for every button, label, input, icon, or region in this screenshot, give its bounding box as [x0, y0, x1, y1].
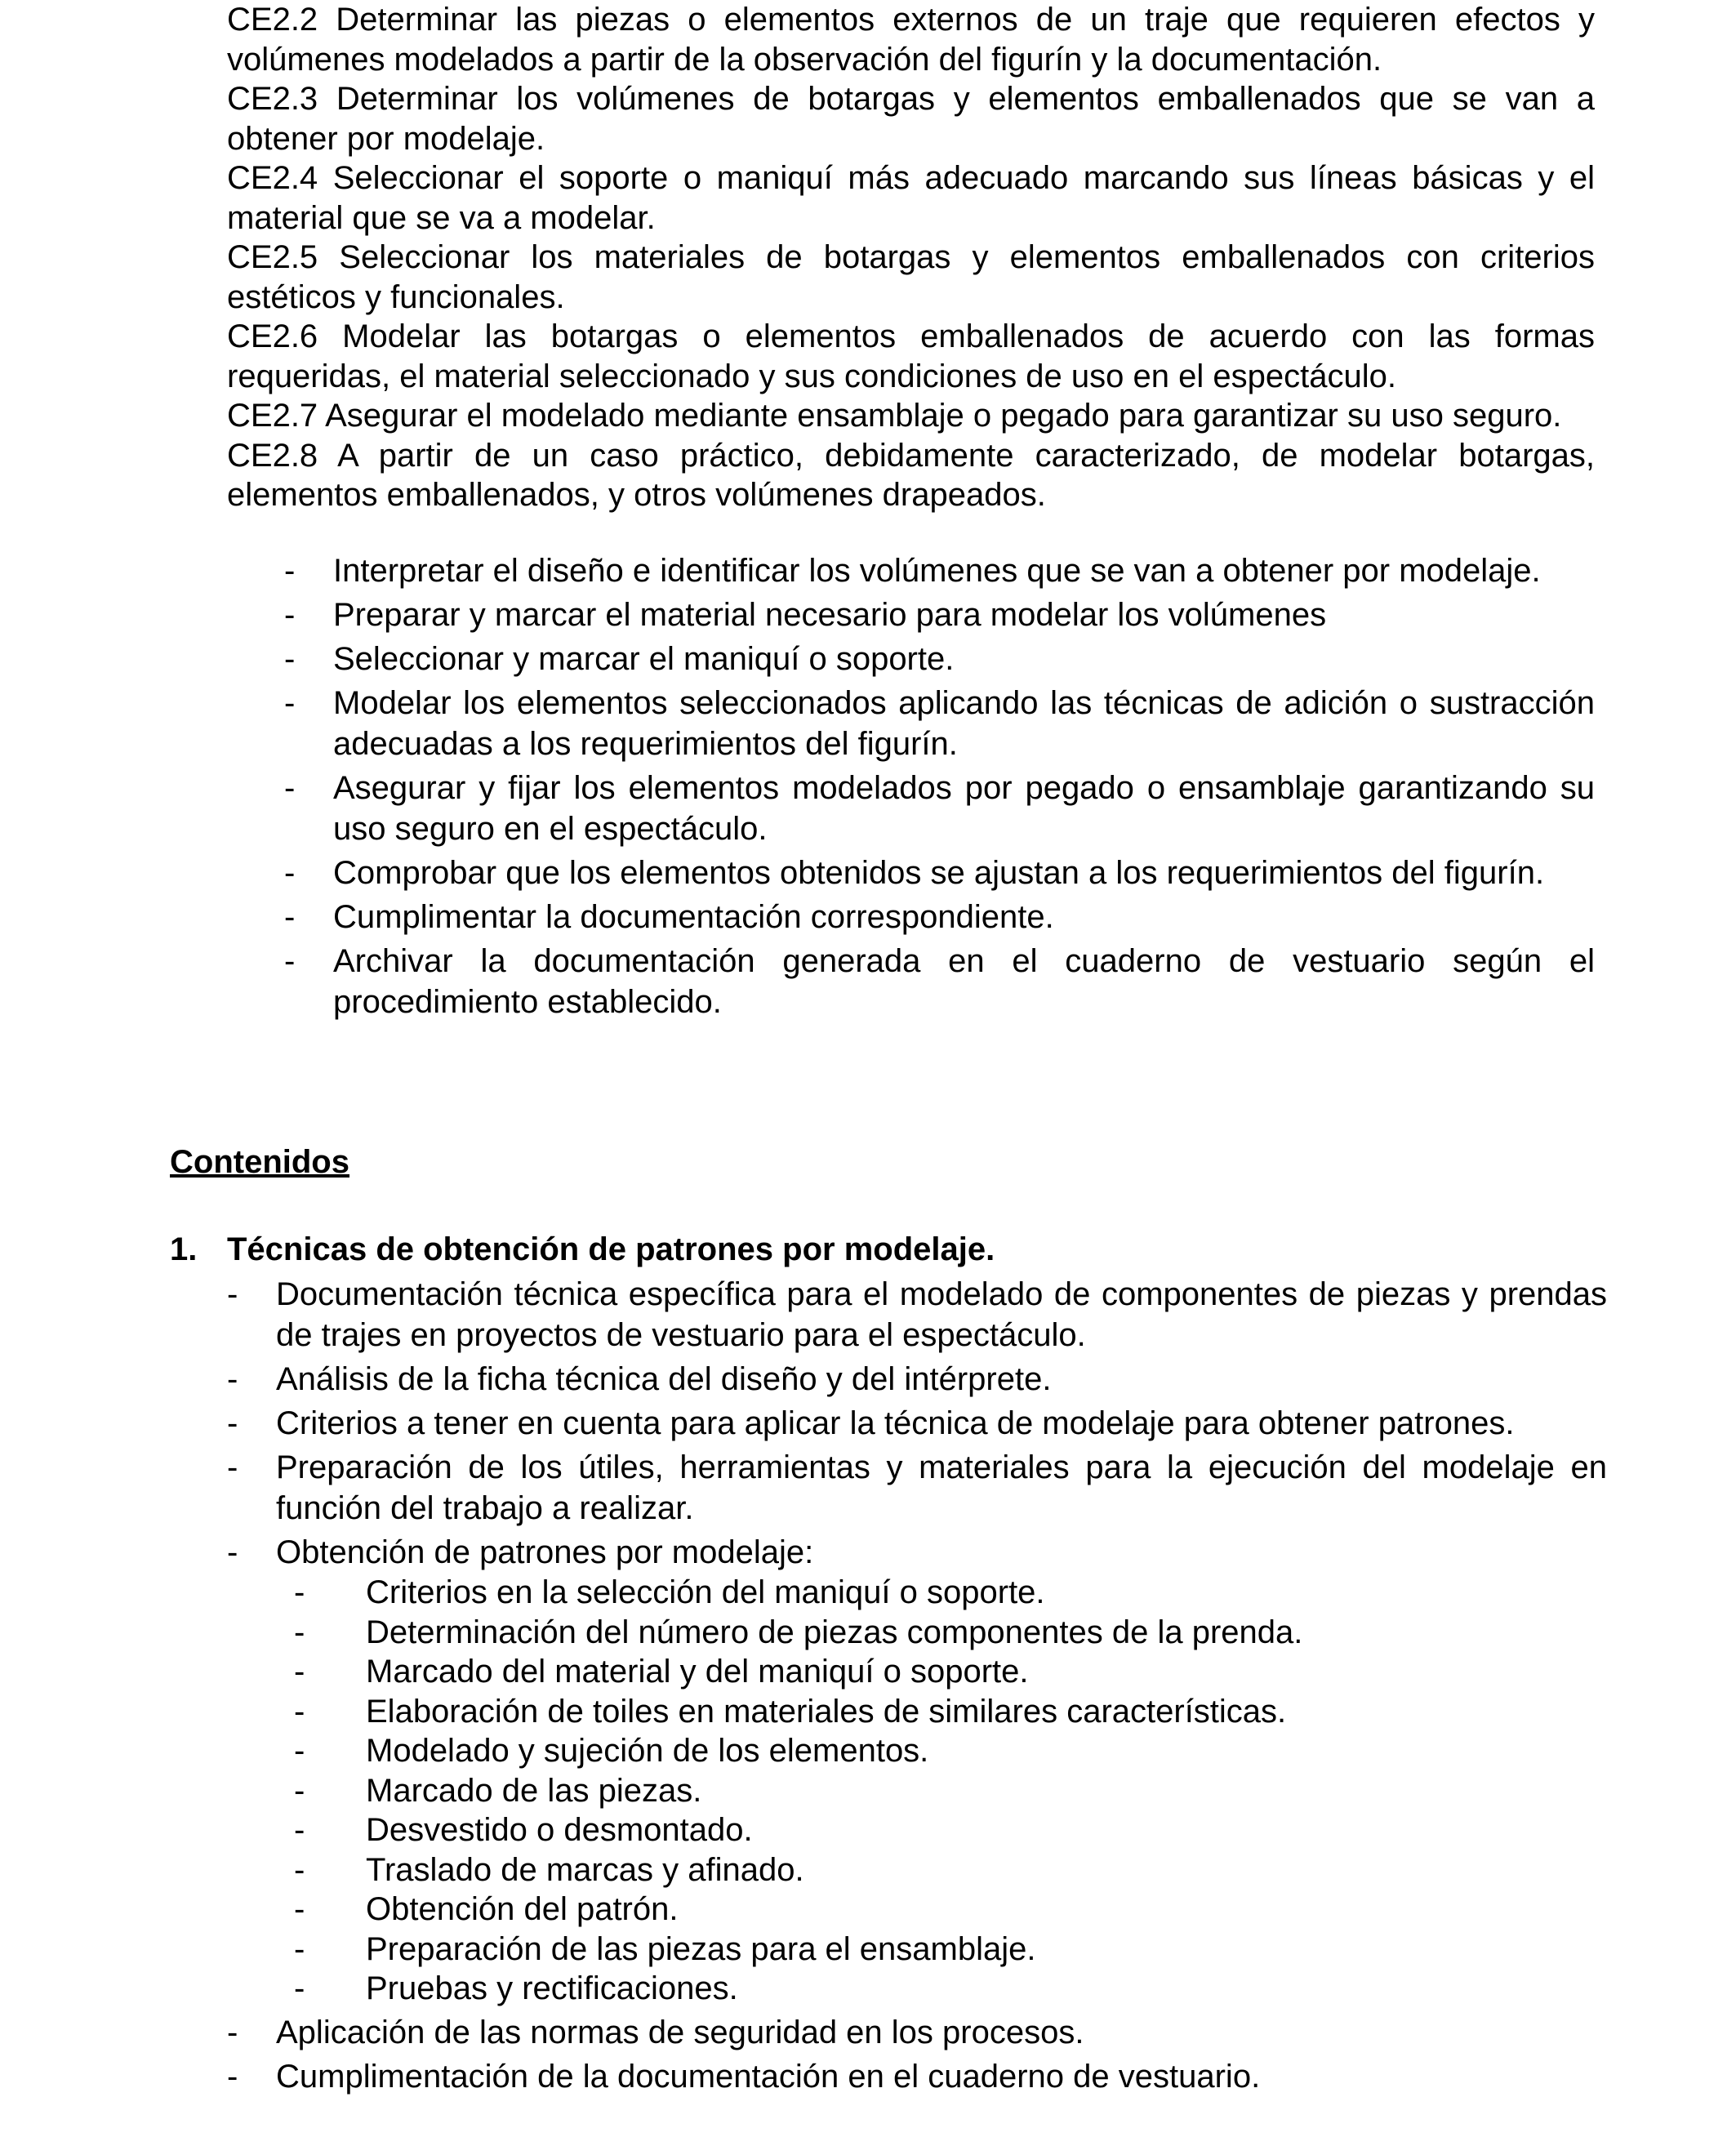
dash-bullet: -	[284, 855, 296, 891]
section-number: 1.	[170, 1231, 198, 1267]
sub-item	[227, 1969, 1607, 2009]
case-step	[284, 897, 1595, 937]
contents-heading: Contenidos	[170, 1144, 349, 1180]
sub-item-text: Obtención del patrón.	[366, 1891, 679, 1927]
case-step-text: Comprobar que los elementos obtenidos se ajustan a los requerimientos del figurín.	[333, 855, 1545, 891]
contents-item	[227, 1359, 1607, 1400]
dash-bullet: -	[294, 1614, 305, 1650]
dash-bullet: -	[227, 2058, 238, 2095]
contents-item	[227, 1447, 1607, 1529]
dash-bullet: -	[284, 943, 296, 979]
dash-bullet: -	[294, 1574, 305, 1610]
contents-item	[227, 1274, 1607, 1356]
criterion-ce2-8: CE2.8 A partir de un caso práctico, debidamente caracterizado, de modelar botargas, elementos emballenados, y otros volúmenes drapeados.	[227, 437, 1595, 513]
case-step	[284, 853, 1595, 893]
dash-bullet: -	[227, 2014, 238, 2050]
case-step-text: Archivar la documentación generada en el cuaderno de vestuario según el procedimiento establecido.	[333, 943, 1595, 1020]
case-step-text: Preparar y marcar el material necesario para modelar los volúmenes	[333, 597, 1327, 633]
sub-item	[227, 1731, 1607, 1771]
dash-bullet: -	[284, 641, 296, 677]
contents-item	[227, 1403, 1607, 1444]
case-steps-list	[284, 550, 1595, 1026]
contents-item-text: Preparación de los útiles, herramientas y materiales para la ejecución del modelaje en función del trabajo a realizar.	[276, 1449, 1607, 1526]
sub-item-text: Marcado del material y del maniquí o soporte.	[366, 1654, 1029, 1690]
sub-item-text: Marcado de las piezas.	[366, 1772, 702, 1809]
dash-bullet: -	[294, 1851, 305, 1888]
case-step	[284, 639, 1595, 679]
criterion-ce2-6: CE2.6 Modelar las botargas o elementos emballenados de acuerdo con las formas requeridas, el material seleccionado y sus condiciones de uso en el espectáculo.	[227, 318, 1595, 394]
sub-item-text: Traslado de marcas y afinado.	[366, 1851, 804, 1888]
sub-item-text: Elaboración de toiles en materiales de similares características.	[366, 1693, 1287, 1730]
sub-item	[227, 1573, 1607, 1613]
sub-item-text: Determinación del número de piezas componentes de la prenda.	[366, 1614, 1303, 1650]
section-title	[170, 1229, 995, 1270]
case-step-text: Interpretar el diseño e identificar los volúmenes que se van a obtener por modelaje.	[333, 553, 1541, 589]
sub-item	[227, 1930, 1607, 1970]
sub-item	[227, 1810, 1607, 1850]
sub-item-text: Preparación de las piezas para el ensamblaje.	[366, 1930, 1036, 1967]
dash-bullet: -	[294, 1772, 305, 1809]
contents-item-text: Cumplimentación de la documentación en el cuaderno de vestuario.	[276, 2058, 1261, 2095]
sub-item	[227, 1890, 1607, 1930]
dash-bullet: -	[284, 770, 296, 806]
criterion-ce2-2: CE2.2 Determinar las piezas o elementos externos de un traje que requieren efectos y volúmenes modelados a partir de la observación del figurín y la documentación.	[227, 2, 1595, 78]
dash-bullet: -	[294, 1891, 305, 1927]
dash-bullet: -	[284, 597, 296, 633]
section-title-text: Técnicas de obtención de patrones por modelaje.	[227, 1231, 995, 1267]
dash-bullet: -	[284, 685, 296, 721]
dash-bullet: -	[227, 1449, 238, 1485]
contents-item-text: Aplicación de las normas de seguridad en los procesos.	[276, 2014, 1084, 2050]
pattern-steps-sublist	[227, 1573, 1607, 2009]
sub-item	[227, 1692, 1607, 1732]
dash-bullet: -	[294, 1930, 305, 1967]
sub-item	[227, 1850, 1607, 1890]
contents-item-text: Obtención de patrones por modelaje:	[276, 1534, 814, 1570]
contents-item-text: Documentación técnica específica para el modelado de componentes de piezas y prendas de trajes en proyectos de vestuario para el espectáculo.	[276, 1276, 1607, 1353]
sub-item-text: Modelado y sujeción de los elementos.	[366, 1733, 929, 1769]
dash-bullet: -	[294, 1693, 305, 1730]
case-step	[284, 594, 1595, 635]
sub-item	[227, 1652, 1607, 1692]
case-step	[284, 550, 1595, 591]
case-step-text: Modelar los elementos seleccionados aplicando las técnicas de adición o sustracción adecuadas a los requerimientos del figurín.	[333, 685, 1595, 762]
evaluation-criteria	[227, 0, 1595, 515]
criterion-ce2-5: CE2.5 Seleccionar los materiales de botargas y elementos emballenados con criterios estéticos y funcionales.	[227, 239, 1595, 315]
criterion-ce2-4: CE2.4 Seleccionar el soporte o maniquí más adecuado marcando sus líneas básicas y el material que se va a modelar.	[227, 160, 1595, 236]
dash-bullet: -	[284, 553, 296, 589]
sub-item	[227, 1771, 1607, 1811]
contents-item	[227, 2056, 1607, 2097]
dash-bullet: -	[294, 1812, 305, 1848]
case-step-text: Asegurar y fijar los elementos modelados por pegado o ensamblaje garantizando su uso seguro en el espectáculo.	[333, 770, 1595, 847]
contents-list	[227, 1274, 1607, 2100]
criterion-ce2-7: CE2.7 Asegurar el modelado mediante ensamblaje o pegado para garantizar su uso seguro.	[227, 398, 1562, 434]
case-step-text: Seleccionar y marcar el maniquí o soporte.	[333, 641, 955, 677]
dash-bullet: -	[227, 1276, 238, 1312]
sub-item	[227, 1613, 1607, 1653]
case-step-text: Cumplimentar la documentación correspondiente.	[333, 899, 1054, 935]
dash-bullet: -	[227, 1534, 238, 1570]
case-step	[284, 768, 1595, 849]
criterion-ce2-3: CE2.3 Determinar los volúmenes de botargas y elementos emballenados que se van a obtener por modelaje.	[227, 81, 1595, 157]
dash-bullet: -	[227, 1405, 238, 1441]
dash-bullet: -	[284, 899, 296, 935]
contents-item	[227, 2012, 1607, 2053]
sub-item-text: Criterios en la selección del maniquí o soporte.	[366, 1574, 1045, 1610]
sub-item-text: Desvestido o desmontado.	[366, 1812, 753, 1848]
case-step	[284, 683, 1595, 764]
dash-bullet: -	[294, 1970, 305, 2006]
contents-item-text: Criterios a tener en cuenta para aplicar la técnica de modelaje para obtener patrones.	[276, 1405, 1515, 1441]
contents-item-text: Análisis de la ficha técnica del diseño y del intérprete.	[276, 1361, 1052, 1397]
contents-item	[227, 1532, 1607, 1573]
sub-item-text: Pruebas y rectificaciones.	[366, 1970, 738, 2006]
dash-bullet: -	[227, 1361, 238, 1397]
dash-bullet: -	[294, 1654, 305, 1690]
dash-bullet: -	[294, 1733, 305, 1769]
case-step	[284, 941, 1595, 1022]
